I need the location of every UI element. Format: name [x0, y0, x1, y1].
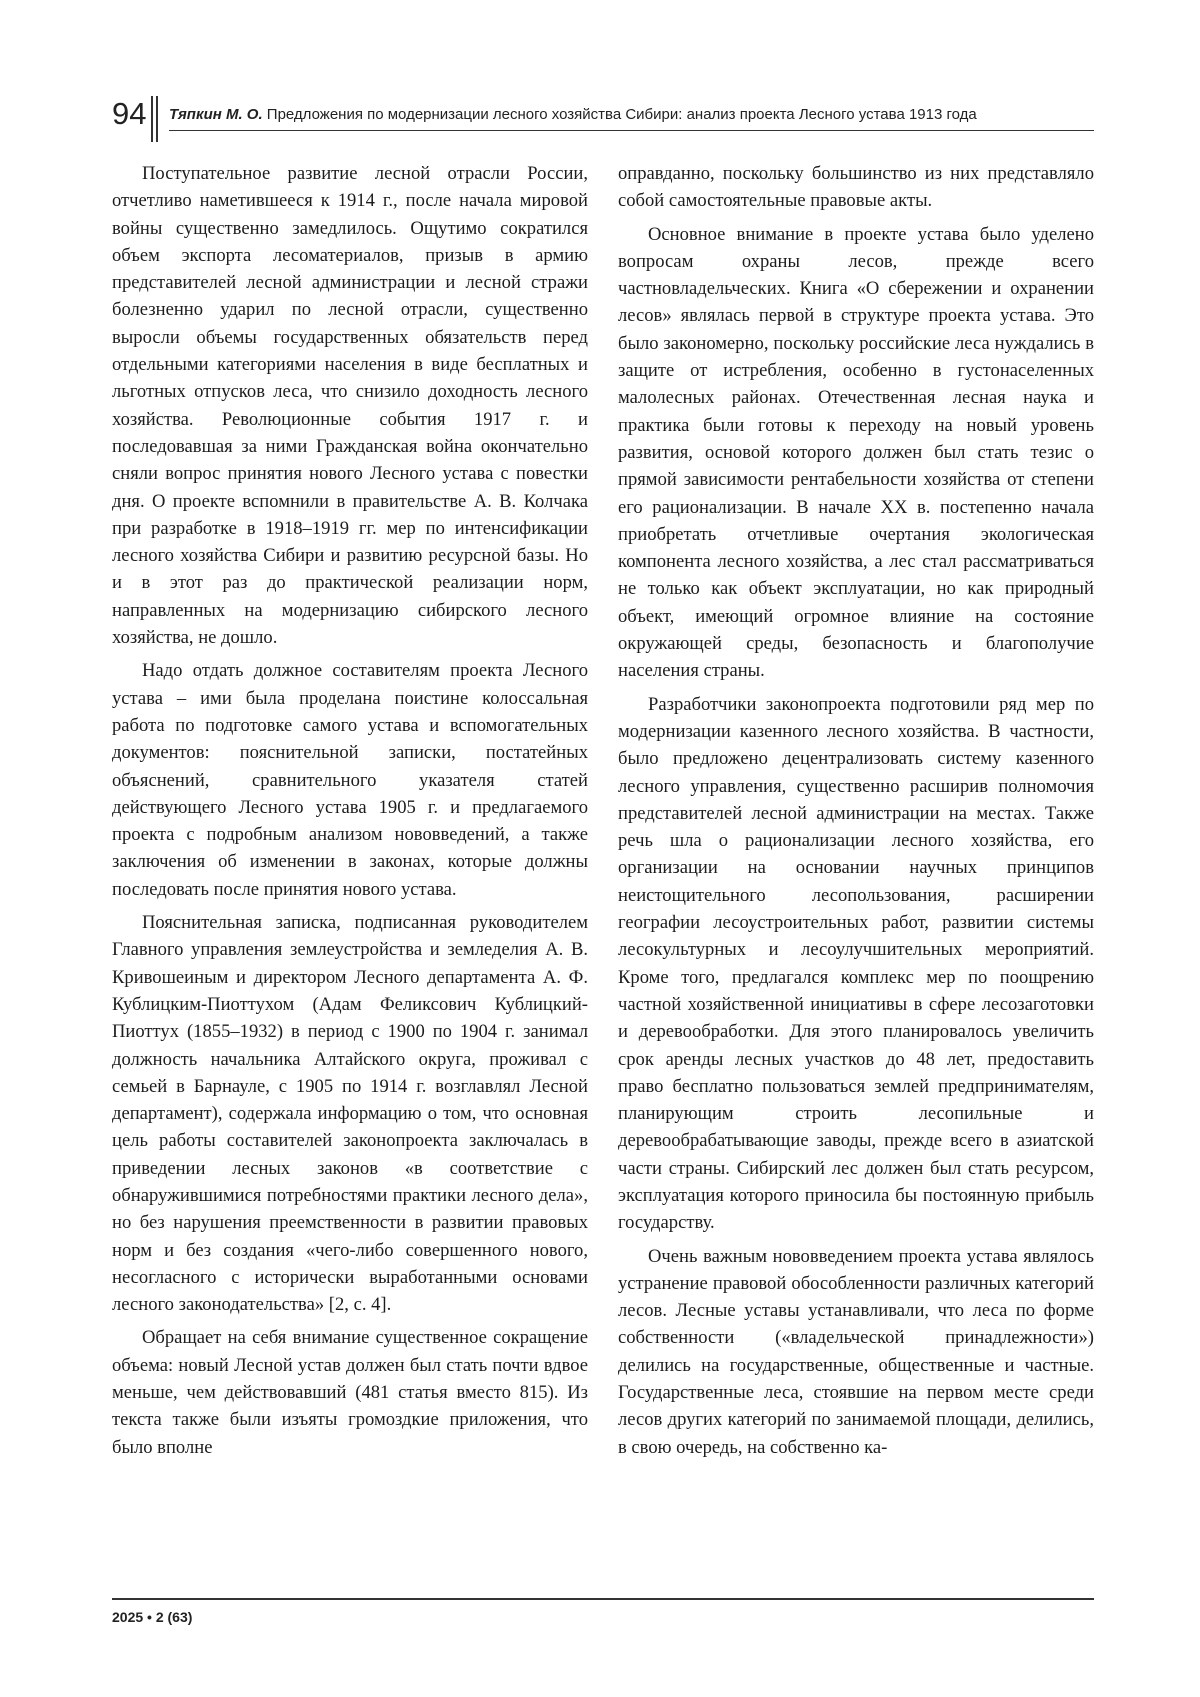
issue-number: 2025 • 2 (63)	[112, 1609, 193, 1625]
paragraph: Основное внимание в проекте устава было уделено вопросам охраны лесов, прежде всего частновладельческих. Книга «О сбережении и охранении лесов» являлась первой в структуре проекта устава. Это было закономерно, поскольку российские леса нуждались в защите от истребления, особенно в густонаселенных малолесных районах. Отечественная лесная наука и практика были готовы к переходу на новый уровень развития, основой которого должен был стать тезис о прямой зависимости рентабельности хозяйства от степени его рационализации. В начале XX в. постепенно начала приобретать отчетливые очертания экологическая компонента лесного хозяйства, а лес стал рассматриваться не только как объект эксплуатации, но как природный объект, имеющий огромное влияние на состояние окружающей среды, безопасность и благополучие населения страны.	[618, 223, 1094, 682]
running-article-title: Предложения по модернизации лесного хозяйства Сибири: анализ проекта Лесного устава 1913 года	[266, 106, 977, 123]
running-author: Тяпкин М. О.	[169, 106, 263, 123]
footer-rule	[112, 1598, 1094, 1600]
paragraph: Обращает на себя внимание существенное сокращение объема: новый Лесной устав должен был стать почти вдвое меньше, чем действовавший (481 статья вместо 815). Из текста также были изъяты громоздкие приложения, что было вполне	[112, 1327, 588, 1458]
header-double-rule-right	[156, 96, 158, 142]
right-column	[618, 160, 1094, 1467]
paragraph-continued: оправданно, поскольку большинство из них представляло собой самостоятельные правовые акты.	[618, 163, 1094, 212]
page-number: 94	[112, 96, 147, 131]
paragraph: Поступательное развитие лесной отрасли России, отчетливо наметившееся к 1914 г., после начала мировой войны существенно замедлилось. Ощутимо сократился объем экспорта лесоматериалов, призыв в армию представителей лесной администрации и лесной стражи болезненно ударил по лесной отрасли, существенно выросли объемы государственных обязательств перед отдельными категориями населения в виде бесплатных и льготных отпусков леса, что снизило доходность лесного хозяйства. Революционные события 1917 г. и последовавшая за ними Гражданская война окончательно сняли вопрос принятия нового Лесного устава с повестки дня. О проекте вспомнили в правительстве А. В. Колчака при разработке в 1918–1919 гг. мер по интенсификации лесного хозяйства Сибири и развитию ресурсной базы. Но и в этот раз до практической реализации норм, направленных на модернизацию сибирского лесного хозяйства, не дошло.	[112, 163, 588, 649]
paragraph: Разработчики законопроекта подготовили ряд мер по модернизации казенного лесного хозяйства. В частности, было предложено децентрализовать систему казенного лесного управления, существенно расширив полномочия представителей лесной администрации на местах. Также речь шла о рационализации лесного хозяйства, его организации на основании научных принципов неистощительного лесопользования, расширении географии лесоустроительных работ, развитии системы лесокультурных и лесоулучшительных мероприятий. Кроме того, предлагался комплекс мер по поощрению частной хозяйственной инициативы в сфере лесозаготовки и деревообработки. Для этого планировалось увеличить срок аренды лесных участков до 48 лет, предоставить право бесплатно пользоваться землей предпринимателям, планирующим строить лесопильные и деревообрабатывающие заводы, прежде всего в азиатской части страны. Сибирский лес должен был стать ресурсом, эксплуатация которого приносила бы постоянную прибыль государству.	[618, 693, 1094, 1234]
paragraph: Надо отдать должное составителям проекта Лесного устава – ими была проделана поистине колоссальная работа по подготовке самого устава и вспомогательных документов: пояснительной записки, постатейных объяснений, сравнительного указателя статей действующего Лесного устава 1905 г. и предлагаемого проекта с подробным анализом нововведений, а также заключения об изменении в законах, которые должны последовать после принятия нового устава.	[112, 660, 588, 900]
running-header	[112, 94, 1094, 146]
header-rule	[169, 130, 1094, 131]
header-double-rule-left	[151, 96, 153, 142]
running-title	[169, 106, 977, 124]
paragraph: Пояснительная записка, подписанная руководителем Главного управления землеустройства и земледелия А. В. Кривошеиным и директором Лесного департамента А. Ф. Кублицким-Пиоттухом (Адам Феликсович Кублицкий-Пиоттух (1855–1932) в период с 1900 по 1904 г. занимал должность начальника Алтайского округа, проживал с семьей в Барнауле, с 1905 по 1914 г. возглавлял Лесной департамент), содержала информацию о том, что основная цель работы составителей законопроекта заключалась в приведении лесных законов «в соответствие с обнаружившимися потребностями практики лесного дела», но без нарушения преемственности в развитии правовых норм и без создания «чего-либо совершенного нового, несогласного с исторически выработанными основами лесного законодательства» [2, с. 4].	[112, 912, 588, 1316]
left-column	[112, 160, 588, 1467]
paragraph: Очень важным нововведением проекта устава являлось устранение правовой обособленности различных категорий лесов. Лесные уставы устанавливали, что леса по форме собственности («владельческой принадлежности») делились на государственные, общественные и частные. Государственные леса, стоявшие на первом месте среди лесов других категорий по занимаемой площади, делились, в свою очередь, на собственно ка-	[618, 1245, 1094, 1458]
